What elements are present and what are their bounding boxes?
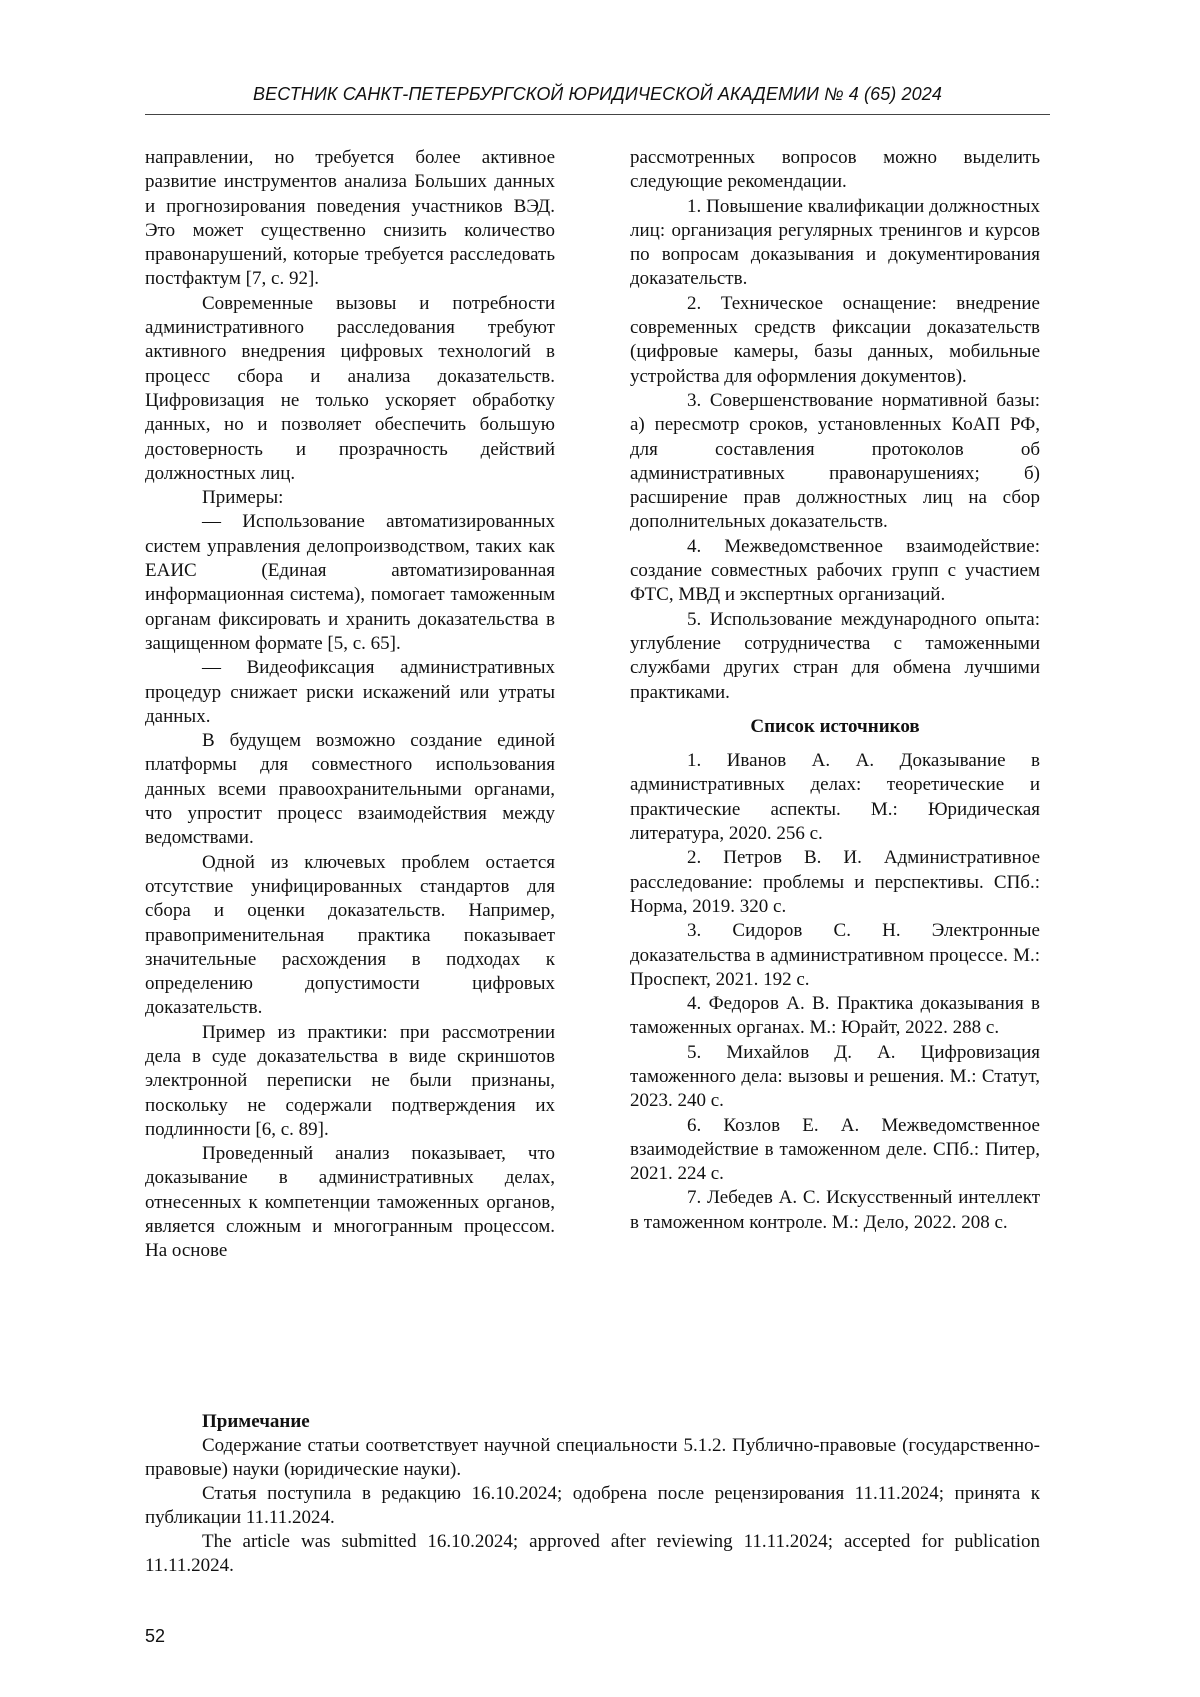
sources-heading: Список источников [750, 715, 920, 737]
body-paragraph: В будущем возможно создание единой платформы для совместного использования данных всеми правоохранительными органами, что упростит процесс взаимодействия между ведомствами. [145, 730, 555, 849]
recommendation-item: 3. Совершенствование нормативной базы: а) пересмотр сроков, установленных КоАП РФ, для составления протоколов об административных правонарушениях; б) расширение прав должностных лиц на сбор дополнительных доказательств. [630, 389, 1040, 533]
source-item: 2. Петров В. И. Административное расследование: проблемы и перспективы. СПб.: Норма, 2019. 320 с. [630, 847, 1040, 917]
body-paragraph: Современные вызовы и потребности административного расследования требуют активного внедрения цифровых технологий в процесс сбора и анализа доказательств. Цифровизация не только ускоряет обработку данных, но и позволяет обеспечить большую достоверность и прозрачность действий должностных лиц. [145, 292, 555, 484]
right-column [630, 146, 1040, 1235]
source-item: 4. Федоров А. В. Практика доказывания в таможенных органах. М.: Юрайт, 2022. 288 с. [630, 993, 1040, 1039]
source-item: 7. Лебедев А. С. Искусственный интеллект в таможенном контроле. М.: Дело, 2022. 208 с. [630, 1187, 1040, 1233]
body-paragraph: направлении, но требуется более активное развитие инструментов анализа Больших данных и прогнозирования поведения участников ВЭД. Это может существенно снизить количество правонарушений, которые требуется расследовать постфактум [7, с. 92]. [145, 147, 555, 290]
page-number: 52 [145, 1626, 166, 1646]
body-paragraph: Одной из ключевых проблем остается отсутствие унифицированных стандартов для сбора и оценки доказательств. Например, правоприменительная практика показывает значительные расхождения в подходах к определению допустимости цифровых доказательств. [145, 851, 555, 1019]
body-paragraph: Пример из практики: при рассмотрении дела в суде доказательства в виде скриншотов электронной переписки не были признаны, поскольку не содержали подтверждения их подлинности [6, с. 89]. [145, 1021, 555, 1140]
header-divider [145, 114, 1050, 115]
body-paragraph: рассмотренных вопросов можно выделить следующие рекомендации. [630, 147, 1040, 193]
recommendation-item: 2. Техническое оснащение: внедрение современных средств фиксации доказательств (цифровые камеры, базы данных, мобильные устройства для оформления документов). [630, 292, 1040, 387]
note-dates-ru: Статья поступила в редакцию 16.10.2024; одобрена после рецензирования 11.11.2024; принята к публикации 11.11.2024. [145, 1483, 1040, 1528]
body-paragraph: Проведенный анализ показывает, что доказывание в административных делах, отнесенных к компетенции таможенных органов, является сложным и многогранным процессом. На основе [145, 1143, 555, 1262]
source-item: 5. Михайлов Д. А. Цифровизация таможенного дела: вызовы и решения. М.: Статут, 2023. 240 с. [630, 1041, 1040, 1112]
recommendation-item: 5. Использование международного опыта: углубление сотрудничества с таможенными службами других стран для обмена лучшими практиками. [630, 608, 1040, 703]
note-heading: Примечание [202, 1411, 310, 1432]
source-item: 6. Козлов Е. А. Межведомственное взаимодействие в таможенном деле. СПб.: Питер, 2021. 224 с. [630, 1114, 1040, 1185]
note-dates-en: The article was submitted 16.10.2024; approved after reviewing 11.11.2024; accepted for publication 11.11.2024. [145, 1531, 1040, 1576]
source-item: 1. Иванов А. А. Доказывание в административных делах: теоретические и практические аспекты. М.: Юридическая литература, 2020. 256 с. [630, 750, 1040, 845]
example-item: — Использование автоматизированных систем управления делопроизводством, таких как ЕАИС (Единая автоматизированная информационная система), помогает таможенным органам фиксировать и хранить доказательства в защищенном формате [5, с. 65]. [145, 511, 555, 654]
body-paragraph: Примеры: [202, 487, 284, 509]
source-item: 3. Сидоров С. Н. Электронные доказательства в административном процессе. М.: Проспект, 2021. 192 с. [630, 920, 1040, 990]
recommendation-item: 1. Повышение квалификации должностных лиц: организация регулярных тренингов и курсов по вопросам доказывания и документирования доказательств. [630, 195, 1040, 290]
recommendation-item: 4. Межведомственное взаимодействие: создание совместных рабочих групп с участием ФТС, МВД и экспертных организаций. [630, 535, 1040, 606]
example-item: — Видеофиксация административных процедур снижает риски искажений или утраты данных. [145, 657, 555, 727]
note-specialty: Содержание статьи соответствует научной специальности 5.1.2. Публично-правовые (государственно-правовые) науки (юридические науки). [145, 1435, 1040, 1480]
left-column [145, 146, 555, 1264]
article-note [145, 1410, 1040, 1578]
journal-header: ВЕСТНИК САНКТ-ПЕТЕРБУРГСКОЙ ЮРИДИЧЕСКОЙ АКАДЕМИИ № 4 (65) 2024 [253, 84, 942, 104]
